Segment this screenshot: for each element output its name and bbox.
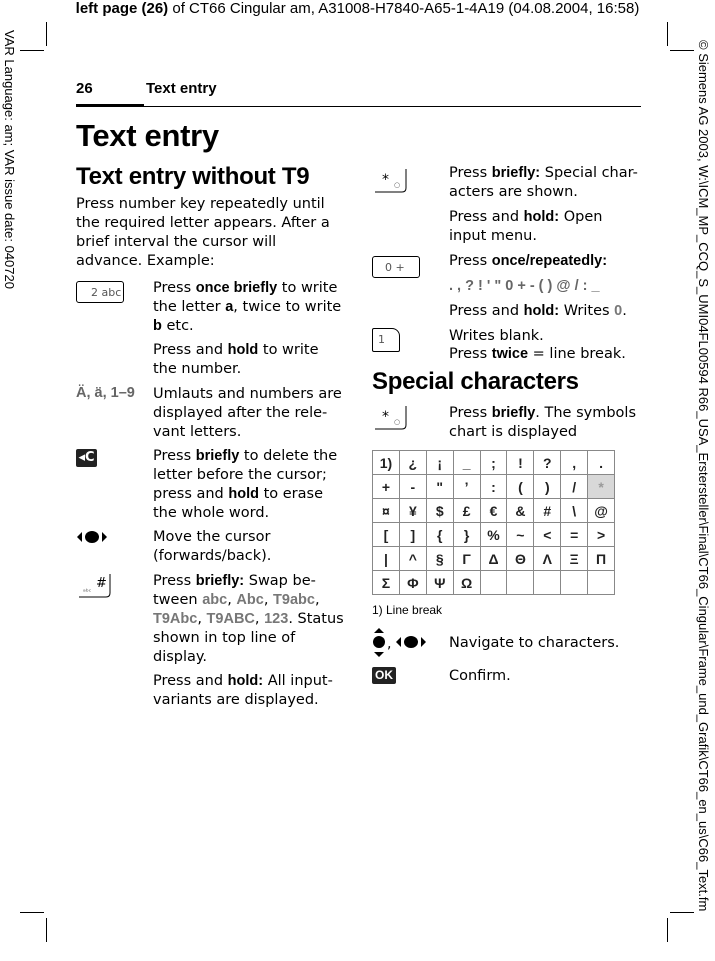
symbol-cell bbox=[588, 571, 615, 595]
symbol-cell: & bbox=[507, 499, 534, 523]
banner-file-info: of CT66 Cingular am, A31008-H7840-A65-1-4A19 (04.08.2004, 16:58) bbox=[168, 0, 640, 17]
navigation-left-right-icon bbox=[76, 530, 108, 544]
symbol-cell: Σ bbox=[373, 571, 400, 595]
symbol-cell: ? bbox=[534, 451, 561, 475]
symbol-cell: € bbox=[480, 499, 507, 523]
special-characters-description: Press briefly. The symbols chart is displayed bbox=[449, 405, 637, 440]
symbol-cell: ^ bbox=[399, 547, 426, 571]
symbols-row bbox=[373, 523, 615, 547]
symbol-cell: ¥ bbox=[399, 499, 426, 523]
section-heading-text-entry-without-t9: Text entry without T9 bbox=[76, 163, 310, 190]
symbols-row bbox=[373, 451, 615, 475]
symbol-cell: ] bbox=[399, 523, 426, 547]
crop-mark bbox=[667, 22, 668, 46]
document-banner bbox=[0, 0, 715, 17]
footnote-line-break: 1) Line break bbox=[372, 603, 443, 617]
symbol-cell: ¤ bbox=[373, 499, 400, 523]
symbol-cell: = bbox=[561, 523, 588, 547]
symbol-cell: : bbox=[480, 475, 507, 499]
side-note-right-text: © Siemens AG 2003, W:\ICM_MP_CCQ_S_UMI04FL00594 R66_USA_Erstersteller\Final\CT66_Cingular\Frame_und_Grafik\CT66_en_us\C66_Text.fm bbox=[696, 40, 711, 912]
key-2-description-2: Press and hold to write the number. bbox=[153, 342, 319, 377]
key-0-description-1: Press once/repeatedly: bbox=[449, 253, 608, 269]
section-heading-special-characters: Special characters bbox=[372, 368, 579, 395]
banner-page-ref: left page (26) bbox=[75, 0, 169, 17]
key-1-description-2: Press twice = line break. bbox=[449, 346, 626, 362]
symbols-chart bbox=[372, 450, 615, 595]
symbol-cell: ¿ bbox=[399, 451, 426, 475]
symbol-cell: . bbox=[588, 451, 615, 475]
star-key-icon bbox=[372, 403, 408, 433]
svg-text:,: , bbox=[387, 636, 392, 652]
key-0-description-2: Press and hold: Writes 0. bbox=[449, 303, 627, 319]
symbol-cell: \ bbox=[561, 499, 588, 523]
header-rule-thick bbox=[76, 104, 144, 107]
hash-key-icon bbox=[76, 571, 112, 601]
umlaut-description: Umlauts and numbers are displayed after the rele-vant letters. bbox=[153, 386, 342, 440]
symbol-cell: % bbox=[480, 523, 507, 547]
side-note-right bbox=[695, 40, 715, 961]
symbol-cell: Φ bbox=[399, 571, 426, 595]
crop-mark bbox=[670, 912, 694, 913]
navigation-all-directions-icon bbox=[372, 627, 432, 659]
key-2-icon bbox=[76, 281, 124, 303]
symbol-cell: ! bbox=[507, 451, 534, 475]
crop-mark bbox=[670, 50, 694, 51]
svg-text:○: ○ bbox=[394, 181, 401, 189]
crop-mark bbox=[46, 918, 47, 942]
symbol-cell: $ bbox=[426, 499, 453, 523]
symbol-cell: Π bbox=[588, 547, 615, 571]
running-header-title: Text entry bbox=[146, 80, 217, 97]
symbol-cell: Γ bbox=[453, 547, 480, 571]
symbol-cell: Δ bbox=[480, 547, 507, 571]
symbols-row bbox=[373, 499, 615, 523]
symbol-cell: } bbox=[453, 523, 480, 547]
umlaut-label: Ä, ä, 1–9 bbox=[76, 385, 135, 401]
symbol-cell: , bbox=[561, 451, 588, 475]
side-note-left bbox=[1, 30, 19, 310]
svg-text:*: * bbox=[382, 172, 389, 188]
svg-text:ᵃᵇᶜ: ᵃᵇᶜ bbox=[83, 588, 92, 596]
symbol-cell bbox=[534, 571, 561, 595]
symbol-cell bbox=[480, 571, 507, 595]
symbols-row bbox=[373, 475, 615, 499]
symbol-cell: { bbox=[426, 523, 453, 547]
navigation-description: Move the cursor (forwards/back). bbox=[153, 529, 272, 564]
svg-text:#: # bbox=[96, 576, 107, 591]
symbol-cell: Θ bbox=[507, 547, 534, 571]
clear-key-icon: ◂C bbox=[76, 449, 97, 467]
symbol-cell: " bbox=[426, 475, 453, 499]
star-key-description-1: Press briefly: Special char-acters are shown. bbox=[449, 165, 638, 200]
crop-mark bbox=[667, 918, 668, 942]
symbol-cell: - bbox=[399, 475, 426, 499]
page-title: Text entry bbox=[76, 118, 219, 153]
symbol-cell: ¡ bbox=[426, 451, 453, 475]
symbol-cell: / bbox=[561, 475, 588, 499]
crop-mark bbox=[20, 50, 44, 51]
symbol-cell: _ bbox=[453, 451, 480, 475]
svg-text:○: ○ bbox=[394, 418, 401, 426]
key-1-icon bbox=[372, 328, 400, 352]
key-1-description-1: Writes blank. bbox=[449, 328, 544, 344]
symbol-cell: ; bbox=[480, 451, 507, 475]
symbol-cell: | bbox=[373, 547, 400, 571]
symbol-cell: * bbox=[588, 475, 615, 499]
symbol-cell: ( bbox=[507, 475, 534, 499]
symbol-cell: + bbox=[373, 475, 400, 499]
symbol-cell: # bbox=[534, 499, 561, 523]
navigate-description: Navigate to characters. bbox=[449, 635, 620, 651]
symbol-cell: @ bbox=[588, 499, 615, 523]
ok-key-icon: OK bbox=[372, 667, 396, 684]
symbols-row bbox=[373, 571, 615, 595]
symbol-cell: < bbox=[534, 523, 561, 547]
side-note-left-text: VAR Language: am; VAR issue date: 040720 bbox=[2, 30, 17, 289]
symbol-cell: ’ bbox=[453, 475, 480, 499]
hash-key-description-2: Press and hold: All input-variants are displayed. bbox=[153, 673, 333, 708]
star-key-description-2: Press and hold: Open input menu. bbox=[449, 209, 603, 244]
key-2-description-1: Press once briefly to write the letter a, twice to write b etc. bbox=[153, 280, 342, 334]
symbol-cell bbox=[507, 571, 534, 595]
crop-mark bbox=[46, 22, 47, 46]
symbol-cell: ~ bbox=[507, 523, 534, 547]
clear-key-description: Press briefly to delete the letter before the cursor; press and hold to erase the whole word. bbox=[153, 448, 338, 521]
star-key-icon bbox=[372, 166, 408, 196]
symbol-cell: [ bbox=[373, 523, 400, 547]
page-number: 26 bbox=[76, 80, 93, 97]
symbol-cell: § bbox=[426, 547, 453, 571]
symbol-cell: > bbox=[588, 523, 615, 547]
key-0-label: 0 + bbox=[385, 261, 405, 274]
confirm-description: Confirm. bbox=[449, 668, 511, 684]
section-intro: Press number key repeatedly until the required letter appears. After a brief interval the cursor will advance. Example: bbox=[76, 196, 330, 269]
symbol-cell: ) bbox=[534, 475, 561, 499]
symbol-cell bbox=[561, 571, 588, 595]
symbol-cell: Ξ bbox=[561, 547, 588, 571]
crop-mark bbox=[20, 912, 44, 913]
key-0-characters: . , ? ! ' " 0 + - ( ) @ / : _ bbox=[449, 278, 600, 294]
key-2-label: 2 abc bbox=[91, 286, 122, 299]
symbol-cell: £ bbox=[453, 499, 480, 523]
symbols-row bbox=[373, 547, 615, 571]
svg-text:*: * bbox=[382, 409, 389, 425]
symbol-cell: Λ bbox=[534, 547, 561, 571]
symbol-cell: Ω bbox=[453, 571, 480, 595]
symbol-cell: Ψ bbox=[426, 571, 453, 595]
symbol-cell: 1) bbox=[373, 451, 400, 475]
hash-key-description-1: Press briefly: Swap be-tween abc, Abc, T9abc, T9Abc, T9ABC, 123. Status shown in top line of display. bbox=[153, 573, 344, 665]
key-0-icon bbox=[372, 256, 420, 278]
header-rule bbox=[144, 106, 641, 107]
key-1-label: 1 bbox=[378, 333, 385, 346]
